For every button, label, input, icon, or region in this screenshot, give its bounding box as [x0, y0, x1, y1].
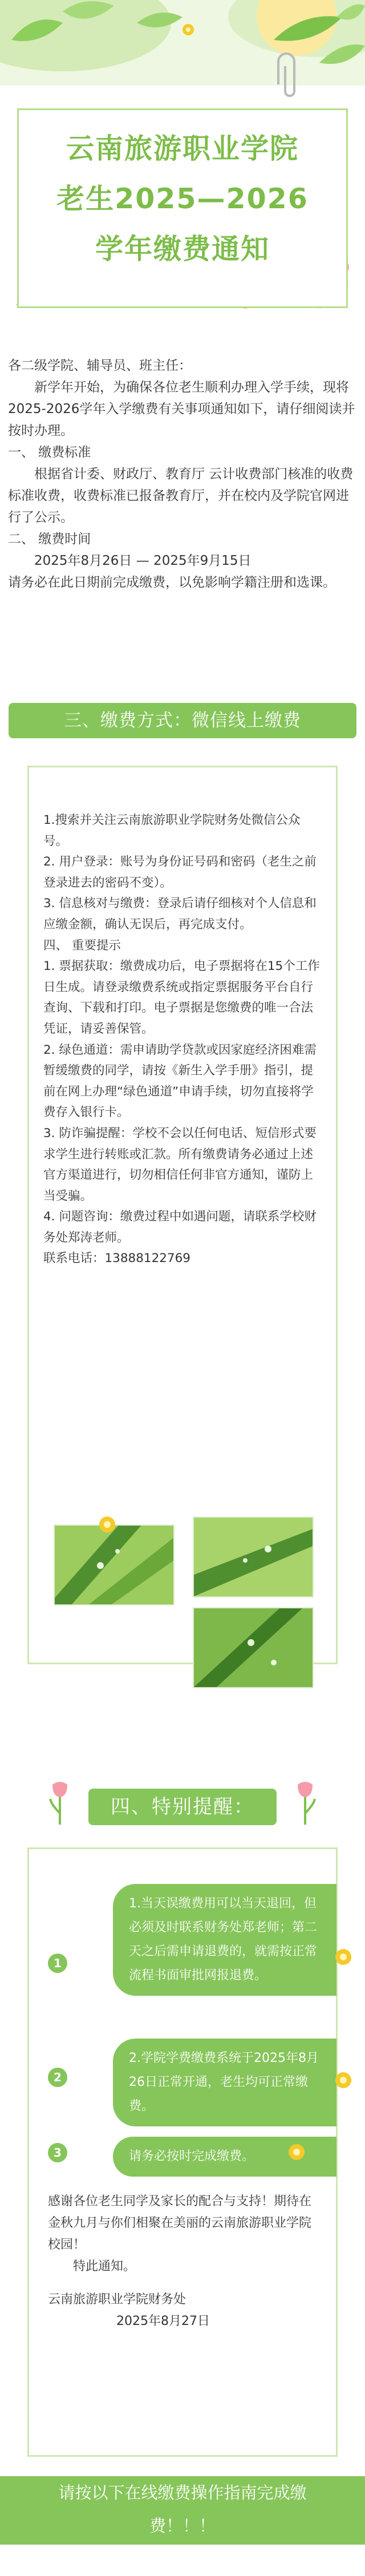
leaf-dew-photo: [54, 1524, 175, 1606]
payment-guide-line1: 请按以下在线缴费操作指南完成缴: [58, 2483, 307, 2502]
tulip-icon: [46, 1779, 74, 1825]
flower-icon: [285, 2141, 308, 2163]
tulip-icon: [291, 1779, 319, 1825]
signer: 云南旅游职业学院财务处: [48, 2292, 186, 2307]
page-title-line1: 云南旅游职业学院: [66, 132, 299, 165]
reminder-item-2: 2.学院学费缴费系统于2025年8月26日正常开通，老生均可正常缴费。: [113, 2039, 336, 2126]
closing-thanks: 感谢各位老生同学及家长的配合与支持！期待在金秋九月与你们相聚在美丽的云南旅游职业学院校园！: [48, 2194, 312, 2252]
fee-standard-text: 根据省计委、财政厅、教育厅 云计收费部门核准的收费标准收费，收费标准已报备教育厅，并在校内及学院官网进行了公示。: [8, 467, 354, 525]
pay-time-range: 2025年8月26日 — 2025年9月15日: [34, 553, 252, 568]
tip-green-channel: 2. 绿色通道：需申请助学贷款或因家庭经济困难需暂缓缴费的同学，请按《新生入学手册》指引，提前在网上办理“绿色通道”申请手续，切勿直接将学费存入银行卡。: [43, 1042, 317, 1120]
closing-notice: 特此通知。: [73, 2259, 136, 2274]
payment-steps: [43, 810, 323, 1269]
step-verify-pay: 3. 信息核对与缴费：登录后请仔细核对个人信息和应缴金额，确认无误后，再完成支付。: [43, 896, 317, 932]
payment-guide-line2: 费！！！: [149, 2516, 216, 2535]
tip-consult: 4. 问题咨询：缴费过程中如遇问题，请联系学校财务处郑涛老师。: [43, 1210, 317, 1245]
reminder-item-3: 请务必按时完成缴费。: [113, 2137, 336, 2177]
step-login: 2. 用户登录：账号为身份证号码和密码（老生之前登录进去的密码不变）。: [43, 855, 317, 890]
step-follow-account: 1.搜索并关注云南旅游职业学院财务处微信公众号。: [43, 813, 301, 848]
flower-icon: [332, 2069, 355, 2092]
flower-icon: [96, 1513, 119, 1536]
heading-fee-standard: 一、 缴费标准: [8, 445, 91, 460]
leaf-dew-photo: [193, 1607, 314, 1688]
sign-date: 2025年8月27日: [116, 2314, 210, 2328]
section-special-reminder-title: 四、特别提醒：: [88, 1789, 277, 1825]
contact-phone[interactable]: 联系电话：13888122769: [43, 1251, 190, 1266]
payment-guide-banner: [0, 2476, 365, 2545]
tip-receipt: 1. 票据获取：缴费成功后，电子票据将在15个工作日生成。请登录缴费系统或指定票据服务平台自行查询、下载和打印。电子票据是您缴费的唯一合法凭证，请妥善保管。: [43, 959, 320, 1036]
heading-important-tips: 四、 重要提示: [43, 938, 121, 953]
greeting: 各二级学院、辅导员、班主任：: [8, 358, 192, 373]
item-number-badge: 1: [48, 1954, 67, 1973]
page-title-line2: 老生2025—2026: [56, 183, 309, 215]
section-payment-method-banner: 三、缴费方式：微信线上缴费: [9, 703, 356, 738]
tip-anti-fraud: 3. 防诈骗提醒：学校不会以任何电话、短信形式要求学生进行转账或汇款。所有缴费请务必通过上述官方渠道进行，切勿相信任何非官方通知，谨防上当受骗。: [43, 1126, 317, 1203]
item-number-badge: 2: [48, 2068, 67, 2087]
item-number-badge: 3: [48, 2143, 67, 2162]
pay-time-note: 请务必在此日期前完成缴费，以免影响学籍注册和选课。: [8, 575, 336, 590]
intro-paragraph: 新学年开始，为确保各位老生顺利办理入学手续，现将2025-2026学年入学缴费有关事项通知如下，请仔细阅读并按时办理。: [8, 380, 355, 438]
heading-pay-time: 二、 缴费时间: [8, 532, 91, 547]
closing-section: [48, 2191, 319, 2332]
leaf-dew-photo: [193, 1517, 314, 1598]
reminder-item-1: 1.当天误缴费用可以当天退回，但必须及时联系财务处郑老师；第二天之后需申请退费的，就需按正常流程书面审批网报退费。: [113, 1884, 336, 1996]
flower-icon: [332, 1946, 355, 1968]
page-title-line3: 学年缴费通知: [95, 233, 270, 265]
intro-section: [8, 355, 357, 593]
